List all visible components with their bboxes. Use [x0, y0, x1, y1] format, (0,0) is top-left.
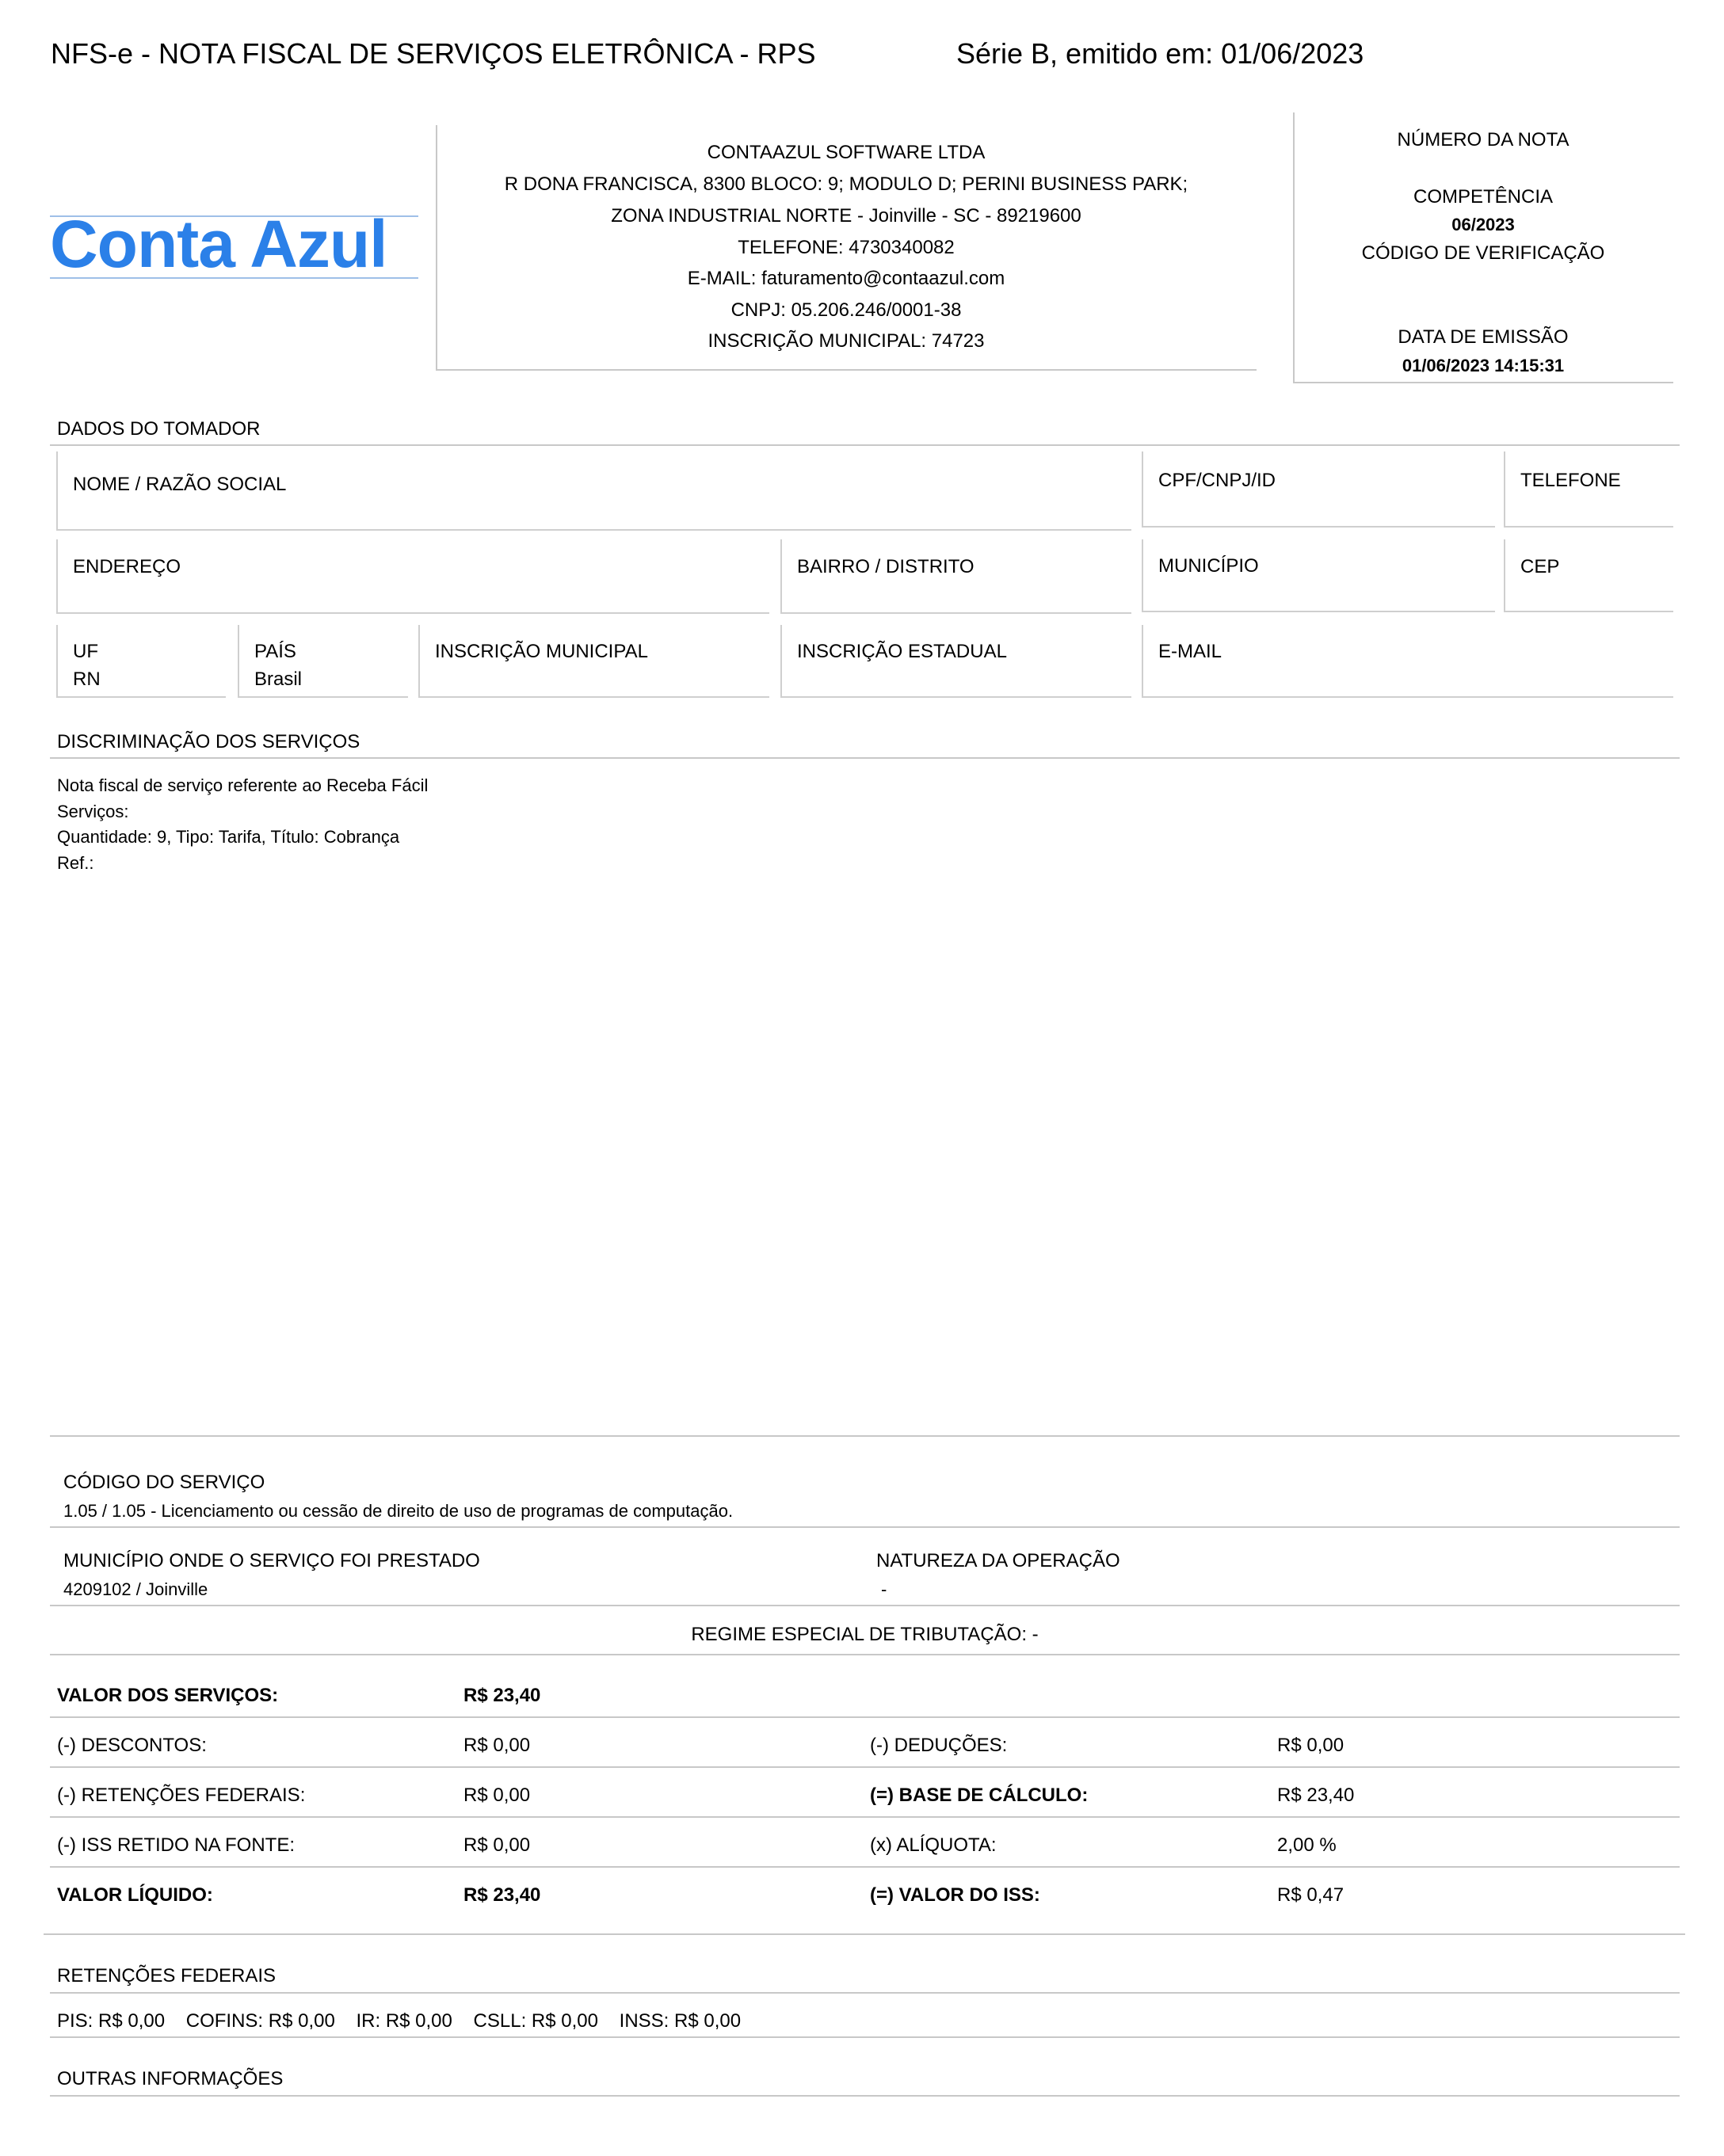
federal-retentions-line: PIS: R$ 0,00 COFINS: R$ 0,00 IR: R$ 0,00 CSLL: R$ 0,00 INSS: R$ 0,00 [57, 2010, 742, 2032]
federal-retentions-label: (-) RETENÇÕES FEDERAIS: [57, 1785, 306, 1806]
deductions-label: (-) DEDUÇÕES: [870, 1735, 1008, 1756]
tomador-name-field [56, 451, 1131, 531]
tomador-uf-value: RN [73, 669, 101, 690]
tomador-district-field [780, 539, 1131, 614]
operation-value: - [881, 1579, 887, 1599]
services-line-4: Ref.: [57, 853, 94, 873]
tomador-city-label: MUNICÍPIO [1158, 555, 1259, 577]
other-info-section-title: OUTRAS INFORMAÇÕES [57, 2068, 284, 2089]
tomador-uf-field [56, 625, 226, 698]
issuer-municipal-registration: INSCRIÇÃO MUNICIPAL: 74723 [708, 330, 985, 352]
federal-retentions-value: R$ 0,00 [463, 1785, 531, 1806]
tomador-name-label: NOME / RAZÃO SOCIAL [73, 474, 287, 495]
services-section-title: DISCRIMINAÇÃO DOS SERVIÇOS [57, 731, 360, 752]
page-title [51, 36, 816, 71]
tomador-document-field [1142, 451, 1495, 528]
issue-date-value: 01/06/2023 14:15:31 [1402, 356, 1565, 375]
operation-label: NATUREZA DA OPERAÇÃO [876, 1550, 1120, 1571]
issuer-name: CONTAAZUL SOFTWARE LTDA [707, 142, 986, 163]
tomador-zip-label: CEP [1520, 556, 1560, 577]
discounts-label: (-) DESCONTOS: [57, 1735, 207, 1756]
tomador-email-field [1142, 625, 1673, 698]
tax-rate-value: 2,00 % [1277, 1834, 1337, 1856]
issuer-cnpj: CNPJ: 05.206.246/0001-38 [730, 299, 962, 321]
tomador-state-registration-label: INSCRIÇÃO ESTADUAL [797, 641, 1007, 662]
tomador-section-title: DADOS DO TOMADOR [57, 418, 261, 440]
tomador-municipal-registration-label: INSCRIÇÃO MUNICIPAL [435, 641, 648, 662]
services-line-2: Serviços: [57, 802, 129, 821]
tomador-country-field [238, 625, 408, 698]
tomador-email-label: E-MAIL [1158, 641, 1222, 662]
municipality-label: MUNICÍPIO ONDE O SERVIÇO FOI PRESTADO [63, 1550, 480, 1571]
services-line-1: Nota fiscal de serviço referente ao Receba Fácil [57, 775, 429, 795]
tomador-phone-label: TELEFONE [1520, 470, 1621, 491]
iss-value-label: (=) VALOR DO ISS: [870, 1884, 1040, 1906]
verification-code-label: CÓDIGO DE VERIFICAÇÃO [1361, 242, 1605, 264]
services-line-3: Quantidade: 9, Tipo: Tarifa, Título: Cobrança [57, 827, 400, 847]
tomador-uf-label: UF [73, 641, 98, 662]
services-value-label: VALOR DOS SERVIÇOS: [57, 1685, 279, 1706]
iss-withheld-label: (-) ISS RETIDO NA FONTE: [57, 1834, 296, 1856]
company-logo [50, 207, 418, 281]
competence-label: COMPETÊNCIA [1413, 186, 1553, 208]
issuer-email: E-MAIL: faturamento@contaazul.com [687, 268, 1005, 289]
service-code-value: 1.05 / 1.05 - Licenciamento ou cessão de direito de uso de programas de computação. [63, 1501, 734, 1521]
tax-rate-label: (x) ALÍQUOTA: [870, 1834, 997, 1856]
discounts-value: R$ 0,00 [463, 1735, 531, 1756]
issuer-phone: TELEFONE: 4730340082 [738, 237, 955, 258]
deductions-value: R$ 0,00 [1277, 1735, 1344, 1756]
logo-text: Conta Azul [50, 207, 387, 281]
tomador-city-field [1142, 539, 1495, 612]
tomador-district-label: BAIRRO / DISTRITO [797, 556, 975, 577]
tomador-address-field [56, 539, 769, 614]
tomador-zip-field [1504, 539, 1673, 612]
service-code-label: CÓDIGO DO SERVIÇO [63, 1472, 265, 1493]
tomador-municipal-registration-field [418, 625, 769, 698]
municipality-value: 4209102 / Joinville [63, 1579, 208, 1599]
redacted-rps-number [840, 38, 943, 68]
tomador-document-label: CPF/CNPJ/ID [1158, 470, 1276, 491]
calculation-base-value: R$ 23,40 [1277, 1785, 1355, 1806]
net-value-label: VALOR LÍQUIDO: [57, 1884, 213, 1906]
tomador-country-label: PAÍS [254, 641, 296, 662]
tomador-phone-field [1504, 451, 1673, 528]
competence-value: 06/2023 [1451, 215, 1515, 234]
tomador-state-registration-field [780, 625, 1131, 698]
tomador-address-label: ENDEREÇO [73, 556, 181, 577]
iss-value: R$ 0,47 [1277, 1884, 1344, 1906]
services-value: R$ 23,40 [463, 1685, 541, 1706]
iss-withheld-value: R$ 0,00 [463, 1834, 531, 1856]
tax-regime: REGIME ESPECIAL DE TRIBUTAÇÃO: - [691, 1624, 1039, 1645]
title-left: NFS-e - NOTA FISCAL DE SERVIÇOS ELETRÔNICA - RPS [51, 37, 816, 70]
note-number-label: NÚMERO DA NOTA [1397, 129, 1570, 150]
calculation-base-label: (=) BASE DE CÁLCULO: [870, 1785, 1089, 1806]
issuer-address-1: R DONA FRANCISCA, 8300 BLOCO: 9; MODULO D; PERINI BUSINESS PARK; [504, 173, 1188, 195]
tomador-country-value: Brasil [254, 669, 303, 690]
issue-date-label: DATA DE EMISSÃO [1398, 326, 1569, 348]
title-right: Série B, emitido em: 01/06/2023 [956, 37, 1364, 70]
issuer-address-2: ZONA INDUSTRIAL NORTE - Joinville - SC - 89219600 [611, 205, 1081, 227]
federal-section-title: RETENÇÕES FEDERAIS [57, 1965, 277, 1986]
net-value: R$ 23,40 [463, 1884, 541, 1906]
